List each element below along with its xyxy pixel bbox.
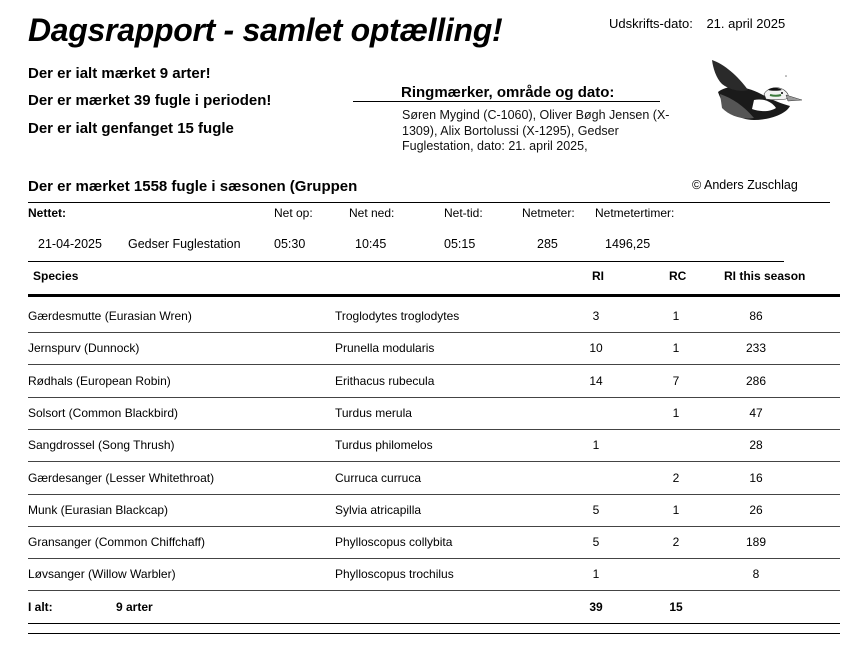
net-up: 05:30 [274,237,306,251]
divider-header [28,294,840,297]
copyright: © Anders Zuschlag [692,178,798,192]
total-ri: 39 [589,599,603,614]
species-row-name: Sangdrossel (Song Thrush) [28,438,175,453]
species-row-rc: 2 [672,535,680,550]
species-row-ri: 1 [592,438,600,453]
divider-top [28,202,830,203]
summary-recaptured: Der er ialt genfanget 15 fugle [28,120,234,137]
net-header-meterhours: Netmetertimer: [595,206,675,220]
summary-species: Der er ialt mærket 9 arter! [28,65,211,82]
species-row-season: 189 [745,535,767,550]
col-ri: RI [592,269,604,283]
species-row-ri: 1 [592,567,600,582]
col-species: Species [33,269,79,283]
species-row-rc: 7 [672,373,680,388]
net-header-meters: Netmeter: [522,206,575,220]
net-header-up: Net op: [274,206,313,220]
row-divider [28,429,840,430]
ringers-text: Søren Mygind (C-1060), Oliver Bøgh Jensen (X-1309), Alix Bortolussi (X-1295), Gedser Fuglestation, dato: 21. april 2025, [402,108,670,153]
row-divider [28,461,840,462]
species-row-latin: Phylloscopus collybita [335,535,453,550]
species-row-latin: Turdus merula [335,405,412,420]
species-row-season: 28 [749,438,763,453]
net-header-time: Net-tid: [444,206,483,220]
species-row-name: Gransanger (Common Chiffchaff) [28,535,205,550]
row-divider [28,494,840,495]
species-row-season: 26 [749,502,763,517]
species-row-name: Løvsanger (Willow Warbler) [28,567,176,582]
net-header-label: Nettet: [28,206,66,220]
species-row-rc: 1 [672,502,680,517]
species-row-season: 286 [745,373,767,388]
species-row-season: 16 [749,470,763,485]
species-row-ri: 5 [592,535,600,550]
col-rc: RC [669,269,687,283]
print-date [609,16,785,31]
divider-net [28,261,784,262]
print-date-label: Udskrifts-dato: [609,16,693,31]
species-row-season: 47 [749,405,763,420]
species-row-name: Gærdesanger (Lesser Whitethroat) [28,470,215,485]
species-row-latin: Prunella modularis [335,341,435,356]
species-row-latin: Turdus philomelos [335,438,433,453]
total-species: 9 arter [116,599,153,614]
print-date-value: 21. april 2025 [706,16,786,31]
net-meterhours: 1496,25 [605,237,651,251]
species-row-rc: 1 [672,309,680,323]
species-row-rc: 1 [672,341,680,356]
species-row-name: Gærdesmutte (Eurasian Wren) [28,309,192,323]
net-site: Gedser Fuglestation [128,237,241,251]
bottom-divider [28,633,840,634]
net-meters: 285 [537,237,558,251]
net-header-down: Net ned: [349,206,395,220]
net-date: 21-04-2025 [38,237,102,251]
row-divider [28,332,840,333]
ringers-heading: Ringmærker, område og dato: [401,84,615,101]
row-divider [28,364,840,365]
species-row-latin: Troglodytes troglodytes [335,309,460,323]
species-row-name: Munk (Eurasian Blackcap) [28,502,169,517]
row-divider [28,526,840,527]
species-row-latin: Phylloscopus trochilus [335,567,454,582]
species-row-ri: 3 [592,309,600,323]
species-row-rc: 2 [672,470,680,485]
col-season: RI this season [724,269,806,283]
summary-season: Der er mærket 1558 fugle i sæsonen (Gruppen [28,178,358,195]
species-row-latin: Curruca curruca [335,470,422,485]
row-divider [28,558,840,559]
species-row-latin: Erithacus rubecula [335,373,435,388]
species-row-season: 8 [752,567,760,582]
total-divider [28,623,840,624]
row-divider [28,397,840,398]
ringers-underline [353,101,660,102]
species-row-name: Solsort (Common Blackbird) [28,405,179,420]
total-label: I alt: [28,599,53,614]
species-row-rc: 1 [672,405,680,420]
total-rc: 15 [669,599,683,614]
species-row-ri: 14 [589,373,603,388]
summary-marked: Der er mærket 39 fugle i perioden! [28,92,272,109]
eider-duck-logo [706,54,806,129]
net-time: 05:15 [444,237,476,251]
species-row-season: 86 [749,309,763,323]
species-row-name: Jernspurv (Dunnock) [28,341,140,356]
row-divider [28,590,840,591]
species-row-name: Rødhals (European Robin) [28,373,171,388]
species-row-ri: 5 [592,502,600,517]
species-row-ri: 10 [589,341,603,356]
species-row-latin: Sylvia atricapilla [335,502,422,517]
report-title: Dagsrapport - samlet optælling! [28,12,503,48]
species-row-season: 233 [745,341,767,356]
net-down: 10:45 [355,237,387,251]
